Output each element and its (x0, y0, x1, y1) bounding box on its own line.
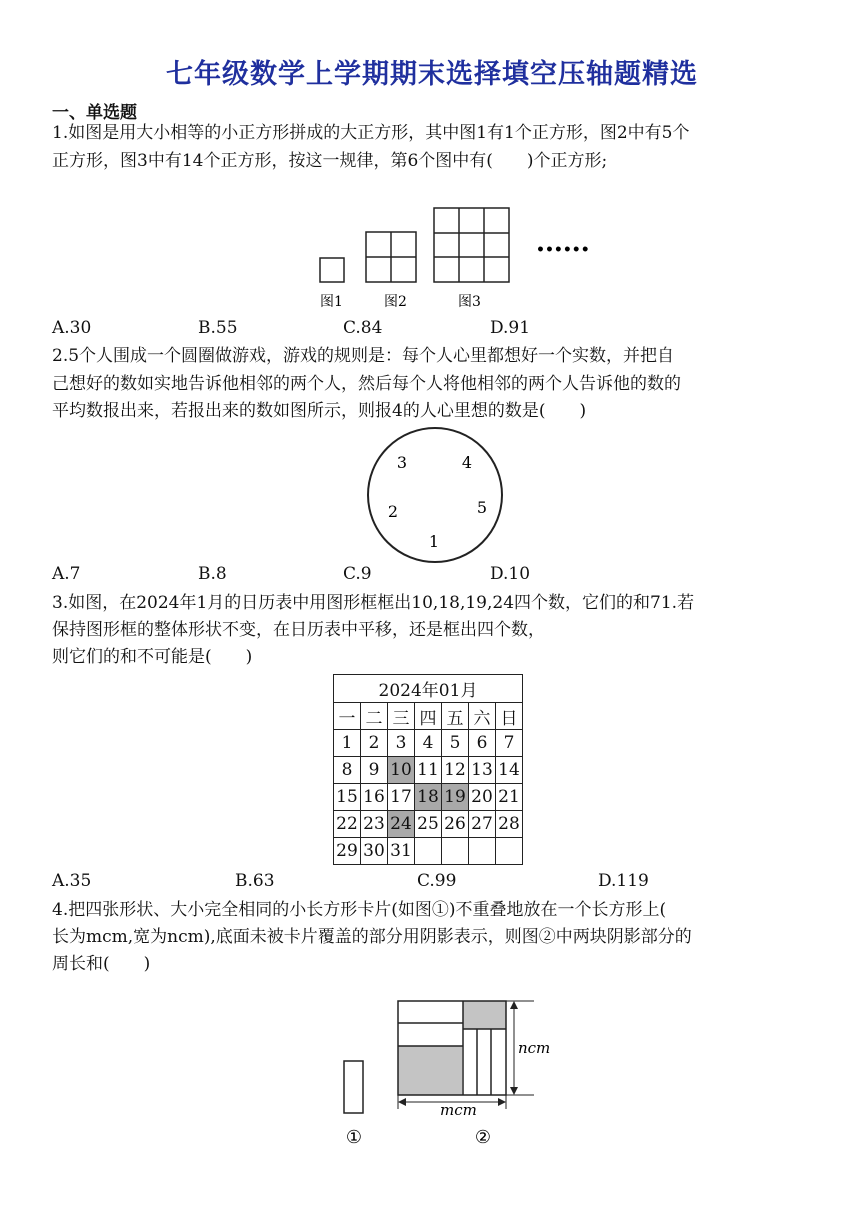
q2-number: 1 (428, 532, 440, 551)
q1-line2: 正方形，图3中有14个正方形，按这一规律，第6个图中有( )个正方形; (52, 151, 608, 171)
day-cell: 25 (415, 811, 442, 838)
weekday-cell: 六 (469, 703, 496, 730)
day-cell-highlighted: 24 (388, 811, 415, 838)
q1-fig2-label: 图2 (384, 294, 407, 310)
day-cell: 15 (334, 784, 361, 811)
day-cell: 4 (415, 730, 442, 757)
q3-option-d: D.119 (598, 871, 649, 891)
day-cell: 8 (334, 757, 361, 784)
day-cell (415, 838, 442, 865)
day-cell: 16 (361, 784, 388, 811)
q4-shaded-bottom-left (398, 1046, 462, 1095)
day-cell: 12 (442, 757, 469, 784)
q2-number: 4 (461, 453, 473, 472)
q2-option-a: A.7 (52, 564, 81, 584)
q2-number: 2 (387, 502, 399, 521)
q3-line1: 3.如图，在2024年1月的日历表中用图形框框出10,18,19,24四个数，它们的和71.若 (52, 593, 695, 613)
day-cell: 26 (442, 811, 469, 838)
q1-fig1-square (320, 258, 344, 282)
q1-option-b: B.55 (198, 318, 238, 338)
q4-fig2-label: ② (474, 1127, 492, 1148)
day-cell: 27 (469, 811, 496, 838)
q1-line1: 1.如图是用大小相等的小正方形拼成的大正方形，其中图1有1个正方形，图2中有5个 (52, 123, 690, 143)
day-cell: 1 (334, 730, 361, 757)
day-cell-highlighted: 18 (415, 784, 442, 811)
day-cell: 22 (334, 811, 361, 838)
day-cell: 7 (496, 730, 523, 757)
day-cell: 21 (496, 784, 523, 811)
q2-option-d: D.10 (490, 564, 531, 584)
calendar-weekday-row (334, 703, 523, 730)
q2-line3: 平均数报出来，若报出来的数如图所示，则报4的人心里想的数是( ) (52, 401, 587, 421)
calendar-row (334, 811, 523, 838)
q4-line3: 周长和( ) (52, 954, 151, 974)
weekday-cell: 四 (415, 703, 442, 730)
q2-line1: 2.5个人围成一个圆圈做游戏，游戏的规则是：每个人心里都想好一个实数，并把自 (52, 346, 675, 366)
q2-circle-figure (365, 425, 505, 565)
q1-ellipsis: •••••• (536, 242, 590, 258)
day-cell: 6 (469, 730, 496, 757)
q4-fig1-label: ① (345, 1127, 363, 1148)
q2-option-c: C.9 (343, 564, 372, 584)
q1-fig1-label: 图1 (320, 294, 343, 310)
day-cell-highlighted: 19 (442, 784, 469, 811)
q1-figure (310, 200, 590, 315)
q4-figure (330, 995, 570, 1155)
page-title: 七年级数学上学期期末选择填空压轴题精选 (166, 59, 698, 90)
q4-card-figure (344, 1061, 363, 1113)
day-cell: 2 (361, 730, 388, 757)
day-cell (442, 838, 469, 865)
weekday-cell: 五 (442, 703, 469, 730)
day-cell: 13 (469, 757, 496, 784)
calendar-row (334, 757, 523, 784)
q2-number: 3 (396, 453, 408, 472)
day-cell: 20 (469, 784, 496, 811)
q2-number: 5 (476, 498, 488, 517)
q4-label-m: mcm (440, 1101, 477, 1119)
q4-label-n: ncm (518, 1039, 551, 1057)
q3-option-a: A.35 (52, 871, 92, 891)
calendar-header: 2024年01月 (334, 675, 523, 703)
q2-option-b: B.8 (198, 564, 227, 584)
q4-line2: 长为mcm,宽为ncm),底面未被卡片覆盖的部分用阴影表示，则图②中两块阴影部分的 (52, 927, 692, 947)
day-cell: 11 (415, 757, 442, 784)
q1-fig2-grid (366, 232, 416, 282)
q1-option-d: D.91 (490, 318, 531, 338)
day-cell (469, 838, 496, 865)
day-cell: 5 (442, 730, 469, 757)
q3-line3: 则它们的和不可能是( ) (52, 647, 253, 667)
day-cell: 9 (361, 757, 388, 784)
q4-shaded-top-right (463, 1001, 506, 1029)
day-cell-highlighted: 10 (388, 757, 415, 784)
weekday-cell: 二 (361, 703, 388, 730)
weekday-cell: 一 (334, 703, 361, 730)
calendar-row (334, 730, 523, 757)
day-cell: 23 (361, 811, 388, 838)
q1-option-c: C.84 (343, 318, 383, 338)
day-cell: 28 (496, 811, 523, 838)
day-cell: 30 (361, 838, 388, 865)
q3-option-c: C.99 (417, 871, 457, 891)
q3-line2: 保持图形框的整体形状不变，在日历表中平移，还是框出四个数， (52, 620, 545, 640)
day-cell: 31 (388, 838, 415, 865)
section-heading: 一、单选题 (52, 103, 137, 123)
q1-option-a: A.30 (52, 318, 92, 338)
weekday-cell: 三 (388, 703, 415, 730)
calendar-row (334, 838, 523, 865)
calendar-table (333, 674, 523, 865)
day-cell: 14 (496, 757, 523, 784)
q4-rectangle-figure (398, 1001, 550, 1119)
day-cell: 17 (388, 784, 415, 811)
calendar-row (334, 784, 523, 811)
weekday-cell: 日 (496, 703, 523, 730)
day-cell: 29 (334, 838, 361, 865)
day-cell: 3 (388, 730, 415, 757)
q1-fig3-label: 图3 (458, 294, 481, 310)
q4-line1: 4.把四张形状、大小完全相同的小长方形卡片(如图①)不重叠地放在一个长方形上( (52, 900, 667, 920)
q3-option-b: B.63 (235, 871, 275, 891)
q1-fig3-grid (434, 208, 509, 282)
day-cell (496, 838, 523, 865)
q2-line2: 己想好的数如实地告诉他相邻的两个人，然后每个人将他相邻的两个人告诉他的数的 (52, 374, 681, 394)
